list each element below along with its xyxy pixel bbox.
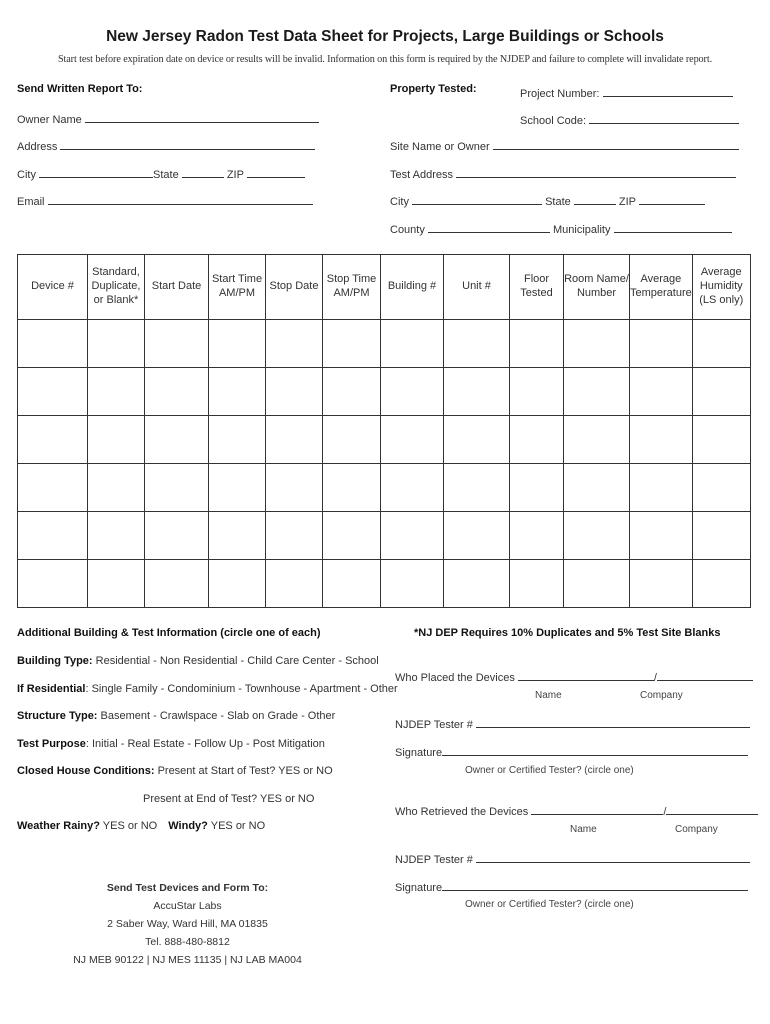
retrieved-by-name-field[interactable] [531,803,663,815]
table-row [18,320,751,368]
if-residential-row [17,683,398,695]
weather-rainy-options[interactable]: YES or NO [102,820,158,832]
city-field[interactable] [39,166,153,178]
additional-heading: Additional Building & Test Information (circle one of each) [17,627,321,639]
table-cell[interactable] [18,320,88,368]
table-cell[interactable] [145,560,209,608]
table-cell[interactable] [381,416,444,464]
table-cell[interactable] [630,416,693,464]
table-cell[interactable] [18,416,88,464]
weather-rainy-label: Weather Rainy? [17,820,100,832]
lab-ids: NJ MEB 90122 | NJ MES 11135 | NJ LAB MA004 [73,954,302,966]
county-row [390,221,732,236]
tester2-field[interactable] [476,851,750,863]
county-label: County [390,224,425,236]
col-type: Standard, Duplicate, or Blank* [88,255,145,320]
col-stop-time: Stop Time AM/PM [323,255,381,320]
retrieved-by-row: Who Retrieved the Devices / [395,803,758,818]
table-cell[interactable] [444,416,510,464]
property-state-label: State [545,196,571,208]
owner-name-row [17,111,319,126]
table-cell[interactable] [630,512,693,560]
table-cell[interactable] [18,464,88,512]
col-floor: Floor Tested [510,255,564,320]
tester2-label: NJDEP Tester # [395,854,473,866]
tester-row [395,716,750,731]
test-purpose-options[interactable]: : Initial - Real Estate - Follow Up - Post Mitigation [85,738,325,750]
zip-label: ZIP [226,169,244,181]
structure-type-options[interactable]: Basement - Crawlspace - Slab on Grade - Other [100,710,336,722]
table-cell[interactable] [564,560,630,608]
table-cell[interactable] [510,464,564,512]
building-type-row [17,655,379,667]
lab-name: AccuStar Labs [153,900,222,912]
table-cell[interactable] [323,560,381,608]
lab-phone: Tel. 888-480-8812 [145,936,230,948]
table-cell[interactable] [88,464,145,512]
table-row [18,512,751,560]
table-cell[interactable] [266,464,323,512]
placed-by-name-field[interactable] [518,669,654,681]
site-name-row [390,138,739,153]
project-number-field[interactable] [603,85,733,97]
table-cell[interactable] [510,416,564,464]
email-field[interactable] [48,193,313,205]
building-type-options[interactable]: Residential - Non Residential - Child Care Center - School [95,655,379,667]
table-cell[interactable] [145,320,209,368]
table-cell[interactable] [323,320,381,368]
retrieved-by-label: Who Retrieved the Devices [395,806,529,818]
signature2-label: Signature [395,882,443,894]
col-device: Device # [18,255,88,320]
municipality-field[interactable] [614,221,732,233]
table-cell[interactable] [630,320,693,368]
signature2-field[interactable] [442,879,748,891]
property-city-label: City [390,196,409,208]
structure-type-row [17,710,335,722]
table-cell[interactable] [323,416,381,464]
table-cell[interactable] [266,416,323,464]
building-type-label: Building Type: [17,655,93,667]
table-cell[interactable] [88,560,145,608]
if-residential-options[interactable]: : Single Family - Condominium - Townhouse - Apartment - Other [85,683,398,695]
table-cell[interactable] [266,560,323,608]
retrieved-name-caption: Name [570,824,597,835]
page-subtitle: Start test before expiration date on device or results will be invalid. Information on this form is required by the NJDEP and failure to complete will invalidate report. [57,54,713,65]
property-heading: Property Tested: [390,83,477,95]
send-report-heading: Send Written Report To: [17,83,143,95]
table-cell[interactable] [630,464,693,512]
col-humidity: Average Humidity (LS only) [692,255,750,320]
closed-house-row [17,765,333,777]
email-row [17,193,313,208]
table-cell[interactable] [692,464,750,512]
property-zip-label: ZIP [618,196,636,208]
table-cell[interactable] [145,368,209,416]
placed-company-caption: Company [640,690,683,701]
table-cell[interactable] [381,512,444,560]
table-header-row [18,255,751,320]
email-label: Email [17,196,45,208]
table-cell[interactable] [564,416,630,464]
if-residential-label: If Residential [17,683,86,695]
property-city-row [390,193,705,208]
table-cell[interactable] [381,320,444,368]
table-row [18,416,751,464]
owner-or-tester-caption[interactable]: Owner or Certified Tester? (circle one) [465,765,634,776]
table-cell[interactable] [323,512,381,560]
project-number-label: Project Number: [520,88,600,100]
closed-house-label: Closed House Conditions: [17,765,155,777]
windy-options[interactable]: YES or NO [210,820,266,832]
test-purpose-label: Test Purpose [17,738,86,750]
table-cell[interactable] [564,464,630,512]
owner-name-label: Owner Name [17,114,82,126]
closed-house-start[interactable]: Present at Start of Test? YES or NO [157,765,333,777]
table-row [18,560,751,608]
structure-type-label: Structure Type: [17,710,98,722]
table-cell[interactable] [88,416,145,464]
table-cell[interactable] [510,512,564,560]
table-cell[interactable] [266,320,323,368]
weather-row [17,820,265,832]
school-code-row [520,112,739,127]
table-cell[interactable] [145,512,209,560]
closed-house-end[interactable]: Present at End of Test? YES or NO [143,793,315,805]
table-cell[interactable] [88,512,145,560]
table-cell[interactable] [266,368,323,416]
table-cell[interactable] [564,512,630,560]
table-cell[interactable] [381,368,444,416]
placed-by-label: Who Placed the Devices [395,672,515,684]
table-cell[interactable] [18,512,88,560]
col-temperature: Average Temperature [630,255,693,320]
site-name-field[interactable] [493,138,739,150]
table-cell[interactable] [692,320,750,368]
windy-label: Windy? [168,820,208,832]
retrieved-by-company-field[interactable] [666,803,758,815]
city-label: City [17,169,36,181]
placed-by-row: Who Placed the Devices / [395,669,753,684]
table-cell[interactable] [630,560,693,608]
table-cell[interactable] [209,512,266,560]
table-cell[interactable] [444,368,510,416]
table-cell[interactable] [209,416,266,464]
test-purpose-row [17,738,325,750]
table-cell[interactable] [209,368,266,416]
col-unit: Unit # [444,255,510,320]
test-address-field[interactable] [456,166,736,178]
tester2-row [395,851,750,866]
table-cell[interactable] [266,512,323,560]
table-cell[interactable] [381,560,444,608]
device-table [17,254,751,608]
county-field[interactable] [428,221,550,233]
table-cell[interactable] [18,368,88,416]
retrieved-company-caption: Company [675,824,718,835]
placed-by-company-field[interactable] [657,669,753,681]
requirements-heading: *NJ DEP Requires 10% Duplicates and 5% Test Site Blanks [414,627,721,639]
project-number-row [520,85,733,100]
table-cell[interactable] [381,464,444,512]
table-cell[interactable] [323,368,381,416]
col-stop-date: Stop Date [266,255,323,320]
tester-label: NJDEP Tester # [395,719,473,731]
table-cell[interactable] [209,464,266,512]
table-cell[interactable] [209,320,266,368]
test-address-row [390,166,736,181]
school-code-label: School Code: [520,115,587,127]
table-cell[interactable] [630,368,693,416]
municipality-label: Municipality [552,224,611,236]
table-cell[interactable] [564,320,630,368]
table-cell[interactable] [564,368,630,416]
signature-field[interactable] [442,744,748,756]
page-title: New Jersey Radon Test Data Sheet for Projects, Large Buildings or Schools [106,28,664,45]
table-cell[interactable] [18,560,88,608]
table-cell[interactable] [444,320,510,368]
signature-label: Signature [395,747,443,759]
signature2-row [395,879,748,894]
col-start-date: Start Date [145,255,209,320]
owner-or-tester2-caption[interactable]: Owner or Certified Tester? (circle one) [465,899,634,910]
col-building: Building # [381,255,444,320]
table-cell[interactable] [145,416,209,464]
table-cell[interactable] [444,560,510,608]
table-row [18,464,751,512]
send-devices-heading: Send Test Devices and Form To: [106,882,269,894]
property-state-field[interactable] [574,193,616,205]
site-name-label: Site Name or Owner [390,141,490,153]
address-label: Address [17,141,58,153]
placed-name-caption: Name [535,690,562,701]
table-cell[interactable] [209,560,266,608]
state-field[interactable] [182,166,224,178]
owner-name-field[interactable] [85,111,319,123]
address-field[interactable] [60,138,315,150]
school-code-field[interactable] [589,112,739,124]
table-cell[interactable] [444,464,510,512]
lab-address: 2 Saber Way, Ward Hill, MA 01835 [107,918,268,930]
table-row [18,368,751,416]
city-state-zip-row [17,166,305,181]
table-cell[interactable] [692,512,750,560]
col-room: Room Name/ Number [564,255,630,320]
address-row [17,138,315,153]
table-cell[interactable] [692,416,750,464]
state-label: State [153,169,179,181]
zip-field[interactable] [247,166,305,178]
table-cell[interactable] [88,368,145,416]
table-cell[interactable] [510,560,564,608]
property-zip-field[interactable] [639,193,705,205]
property-city-field[interactable] [412,193,542,205]
table-cell[interactable] [323,464,381,512]
table-cell[interactable] [692,368,750,416]
table-cell[interactable] [444,512,510,560]
table-cell[interactable] [510,368,564,416]
signature-row [395,744,748,759]
col-start-time: Start Time AM/PM [209,255,266,320]
test-address-label: Test Address [390,169,453,181]
tester-field[interactable] [476,716,750,728]
table-cell[interactable] [88,320,145,368]
table-cell[interactable] [692,560,750,608]
table-cell[interactable] [145,464,209,512]
table-cell[interactable] [510,320,564,368]
